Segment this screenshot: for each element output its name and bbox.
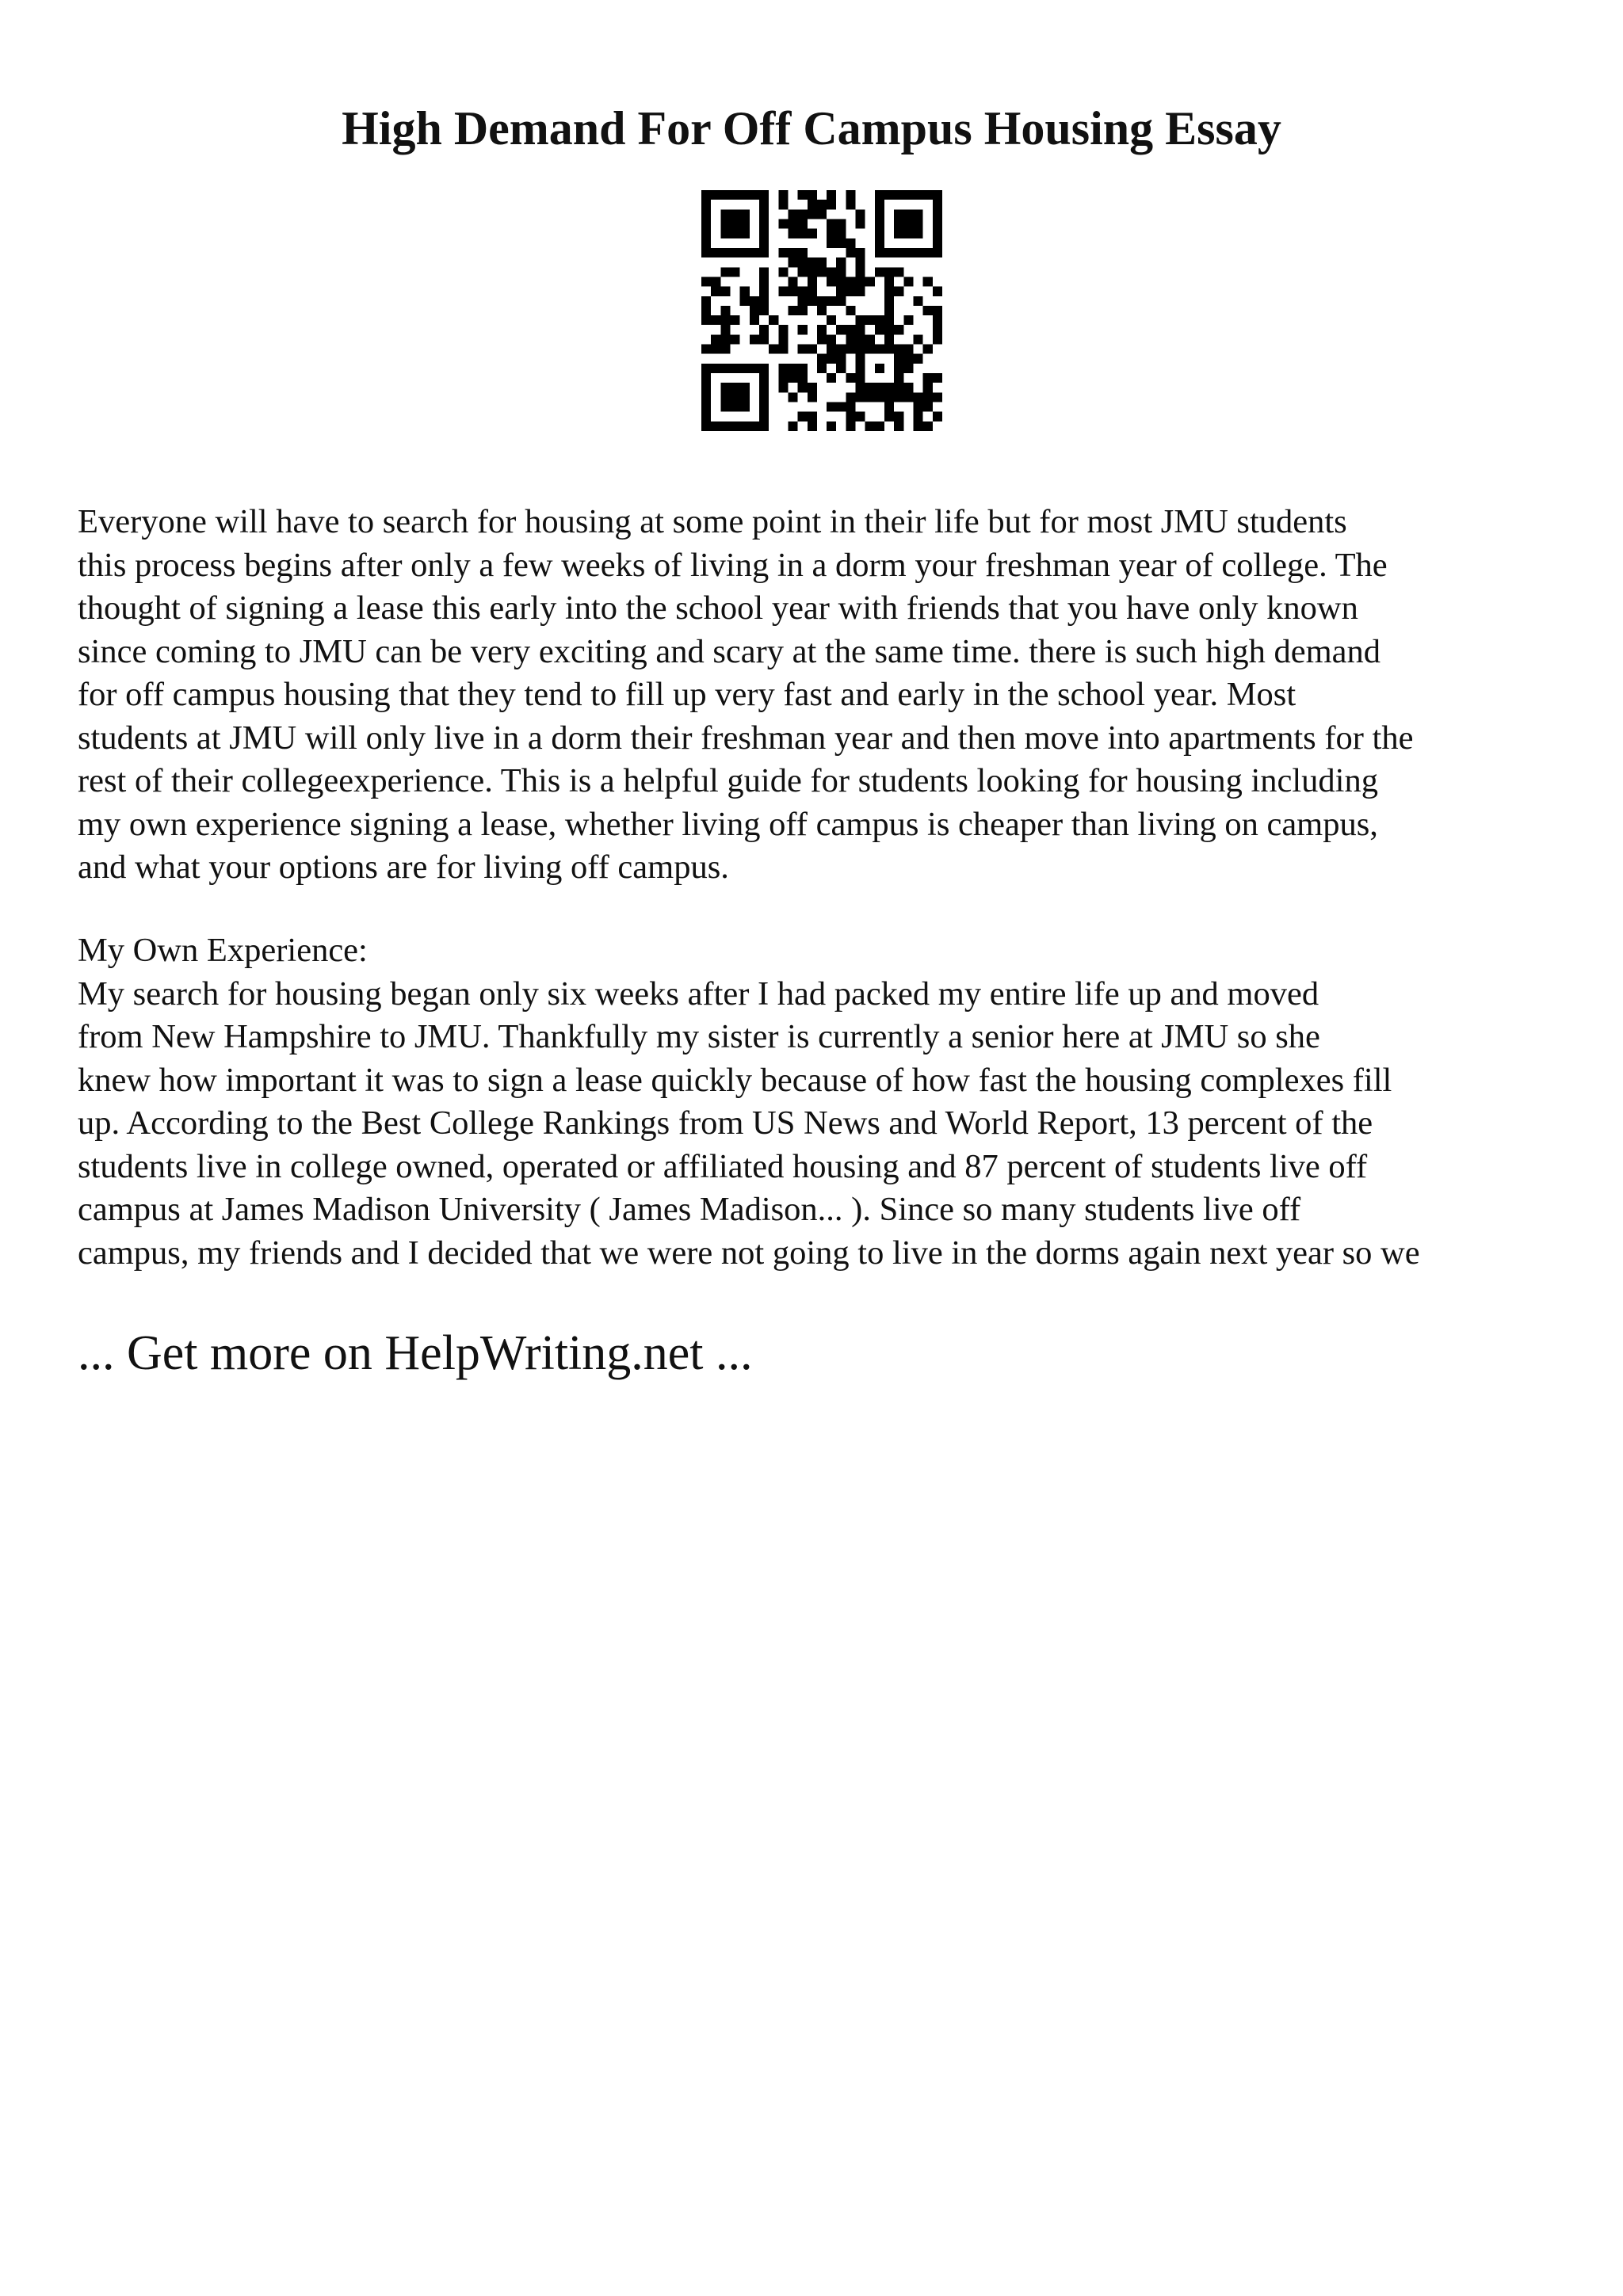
paragraph-line: from New Hampshire to JMU. Thankfully my sister is currently a senior here at JMU so she bbox=[78, 1018, 1320, 1055]
paragraph-line: campus at James Madison University ( James Madison... ). Since so many students live off bbox=[78, 1191, 1301, 1228]
page-title: High Demand For Off Campus Housing Essay bbox=[342, 102, 1281, 154]
paragraph-line: up. According to the Best College Rankings from US News and World Report, 13 percent of the bbox=[78, 1104, 1373, 1142]
paragraph-line: Everyone will have to search for housing at some point in their life but for most JMU students bbox=[78, 503, 1347, 540]
paragraph-line: students live in college owned, operated or affiliated housing and 87 percent of students live off bbox=[78, 1147, 1368, 1185]
paragraph-line: rest of their collegeexperience. This is a helpful guide for students looking for housing including bbox=[78, 762, 1378, 799]
paragraph-line: knew how important it was to sign a lease quickly because of how fast the housing complexes fill bbox=[78, 1061, 1392, 1099]
paragraph-line: my own experience signing a lease, whether living off campus is cheaper than living on campus, bbox=[78, 805, 1378, 843]
paragraph-line: since coming to JMU can be very exciting and scary at the same time. there is such high demand bbox=[78, 632, 1381, 670]
intro-paragraph bbox=[78, 501, 1568, 890]
paragraph-line: and what your options are for living off campus. bbox=[78, 849, 729, 886]
paragraph-line: for off campus housing that they tend to fill up very fast and early in the school year. Most bbox=[78, 676, 1296, 713]
paragraph-line: My search for housing began only six weeks after I had packed my entire life up and moved bbox=[78, 974, 1319, 1013]
experience-paragraph bbox=[78, 929, 1568, 1275]
paragraph-line: students at JMU will only live in a dorm their freshman year and then move into apartments for the bbox=[78, 719, 1414, 757]
paragraph-line: this process begins after only a few weeks of living in a dorm your freshman year of college. The bbox=[78, 546, 1388, 584]
get-more-link[interactable]: ... Get more on HelpWriting.net ... bbox=[78, 1326, 753, 1380]
paragraph-line: thought of signing a lease this early into the school year with friends that you have only known bbox=[78, 589, 1358, 627]
section-heading: My Own Experience: bbox=[78, 932, 368, 969]
qr-code-icon bbox=[701, 190, 942, 431]
paragraph-line: campus, my friends and I decided that we were not going to live in the dorms again next year so we bbox=[78, 1234, 1420, 1272]
